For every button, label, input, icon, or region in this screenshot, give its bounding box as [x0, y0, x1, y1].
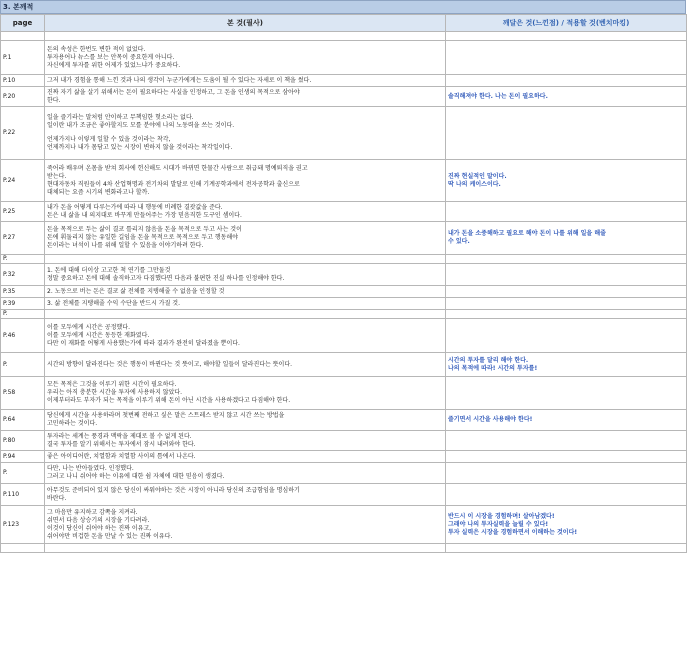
insight-cell[interactable]: [446, 75, 687, 87]
copied-text-line: 1. 돈에 대해 더이상 고고한 척 연기를 그만둘것: [47, 266, 171, 274]
copied-text-cell[interactable]: [45, 32, 446, 41]
copied-text-line: 진짜 자기 삶을 살기 위해서는 돈이 필요하다는 사실을 인정하고, 그 돈을 인생의 목적으로 삼아야: [47, 88, 300, 96]
copied-text-line: 내가 돈을 어떻게 다루는가에 따라 내 행동에 비례한 결괏값을 준다.: [47, 203, 223, 211]
header-insights: 깨달은 것(느낀점) / 적용할 것(벤치마킹): [446, 15, 687, 32]
copied-text-cell[interactable]: [45, 222, 446, 255]
page-cell[interactable]: P.110: [1, 484, 45, 506]
table-row[interactable]: [1, 484, 687, 506]
copied-text-cell[interactable]: [45, 353, 446, 377]
copied-text-line: 돈이라는 녀석이 나를 위해 일할 수 있음을 이야기하려 한다.: [47, 242, 204, 249]
copied-text-cell[interactable]: [45, 463, 446, 484]
copied-text-cell[interactable]: [45, 264, 446, 286]
insight-cell[interactable]: [446, 41, 687, 75]
table-row[interactable]: [1, 298, 687, 310]
insight-text-line: 나의 목적에 따라! 시간의 투자를!: [448, 364, 538, 372]
insight-text-line: 수 있다.: [448, 238, 470, 245]
header-page: page: [1, 15, 45, 32]
page-cell[interactable]: P.58: [1, 377, 45, 410]
copied-text-line: 2. 노동으로 버는 돈은 결코 삶 전체를 지탱해줄 수 없음을 인정할 것: [47, 287, 225, 295]
insight-text-line: 그래야 나의 투자실력을 늘릴 수 있다!: [448, 520, 549, 528]
insight-text-line: 내가 돈을 소중해하고 필요로 해야 돈이 나를 위해 일을 해줄: [448, 230, 606, 237]
insight-cell[interactable]: [446, 463, 687, 484]
copied-text-line: 돈은 내 삶을 내 의지대로 바꾸게 만들어주는 가장 믿음직한 도구인 셈이다.: [47, 211, 242, 219]
copied-text-cell[interactable]: [45, 506, 446, 544]
copied-text-cell[interactable]: [45, 75, 446, 87]
table-row[interactable]: [1, 41, 687, 75]
copied-text-cell[interactable]: [45, 431, 446, 451]
copied-text-line: 일이란 내가 조금은 좋아할지도 모를 분야에 나의 노동력을 쓰는 것이다.: [47, 122, 235, 129]
table-header-row: [1, 15, 687, 32]
copied-text-cell[interactable]: [45, 544, 446, 553]
page-cell[interactable]: P.123: [1, 506, 45, 544]
copied-text-line: 3. 삶 전체를 지탱해줄 수익 수단을 반드시 가질 것.: [47, 299, 181, 307]
copied-text-cell[interactable]: [45, 484, 446, 506]
copied-text-cell[interactable]: [45, 286, 446, 298]
copied-text-line: 일을 즐기라는 말처럼 안이하고 무책임한 헛소리는 없다.: [47, 114, 194, 121]
copied-text-line: 대체되는 요즘 시기의 변화라고나 할까.: [47, 188, 150, 196]
copied-text-cell[interactable]: [45, 298, 446, 310]
copied-text-line: 그저 내가 경험을 통해 느낀 것과 나의 생각이 누군가에게는 도움이 될 수 있다는 자세로 이 책을 썼다.: [47, 76, 312, 84]
page-cell[interactable]: P.10: [1, 75, 45, 87]
insight-text-line: 솔직해져야 한다. 나는 돈이 필요하다.: [448, 92, 548, 100]
copied-text-line: 이것이 당신이 쉬어야 하는 진짜 이유고,: [47, 524, 152, 532]
page-cell[interactable]: P.: [1, 353, 45, 377]
insight-cell[interactable]: [446, 353, 687, 377]
page-cell[interactable]: P.39: [1, 298, 45, 310]
copied-text-line: 우리는 아직 충분한 시간을 투자에 사용하지 않았다.: [47, 389, 183, 396]
table-row[interactable]: [1, 87, 687, 107]
table-row[interactable]: [1, 310, 687, 319]
insight-cell[interactable]: [446, 160, 687, 202]
page-cell[interactable]: P.: [1, 255, 45, 264]
insight-cell[interactable]: [446, 506, 687, 544]
table-row[interactable]: [1, 377, 687, 410]
page-cell[interactable]: P.35: [1, 286, 45, 298]
page-cell[interactable]: [1, 32, 45, 41]
insight-cell[interactable]: [446, 222, 687, 255]
table-row[interactable]: [1, 451, 687, 463]
copied-text-line: 한다.: [47, 96, 61, 104]
copied-text-cell[interactable]: [45, 41, 446, 75]
insight-cell[interactable]: [446, 107, 687, 160]
insight-cell[interactable]: [446, 377, 687, 410]
copied-text-cell[interactable]: [45, 310, 446, 319]
table-row[interactable]: [1, 202, 687, 222]
copied-text-cell[interactable]: [45, 255, 446, 264]
copied-text-line: 다만, 나는 반아들였다. 인정했다.: [47, 465, 134, 472]
insight-cell[interactable]: [446, 484, 687, 506]
page-cell[interactable]: P.94: [1, 451, 45, 463]
table-row[interactable]: [1, 544, 687, 553]
copied-text-cell[interactable]: [45, 410, 446, 431]
insight-cell[interactable]: [446, 87, 687, 107]
copied-text-line: 고민하라는 것이다.: [47, 420, 98, 427]
copied-text-line: 받는다.: [47, 172, 67, 180]
copied-text-line: 그러고 나니 쉬어야 하는 이유에 대한 쉼 자체에 대한 믿음이 생겼다.: [47, 473, 225, 480]
copied-text-line: 쉬어야만 비겁한 돈을 만날 수 있는 진짜 이유다.: [47, 532, 173, 540]
insight-text-line: 시간의 투자를 달리 해야 한다.: [448, 356, 529, 364]
insight-cell[interactable]: [446, 319, 687, 353]
insight-text-line: 즐기면서 시간을 사용해야 한다!: [448, 416, 533, 423]
table-row[interactable]: [1, 255, 687, 264]
copied-text-cell[interactable]: [45, 319, 446, 353]
table-row[interactable]: [1, 160, 687, 202]
copied-text-line: 죽어라 배우며 온몸을 받쳐 회사에 헌신해도 시대가 바뀌면 한물간 사람으로 취급돼 명예퇴직을 권고: [47, 164, 308, 172]
copied-text-line: 투자라는 세계는 풍경과 맥락을 제대로 볼 수 없게 된다.: [47, 432, 192, 440]
copied-text-line: 모든 목적은 그것을 이루기 위한 시간이 필요하다.: [47, 381, 177, 388]
insight-cell[interactable]: [446, 298, 687, 310]
insight-cell[interactable]: [446, 32, 687, 41]
copied-text-line: 돈에 휘둘리지 않는 유일한 길임을 돈을 목적으로 목적으로 두고 행동해야: [47, 234, 239, 241]
copied-text-line: 이제부터라도 부자가 되는 목적을 이루기 위해 돈이 아닌 시간을 사용하겠다고 다짐해야 한다.: [47, 397, 291, 404]
copied-text-line: 아무것도 준비되어 있지 않은 당신이 싸워야하는 것은 시장이 아니라 당신의 조급함임을 명심하기: [47, 486, 300, 494]
section-title: 3. 본깨적: [0, 0, 686, 14]
page-cell[interactable]: P.32: [1, 264, 45, 286]
table-row[interactable]: [1, 410, 687, 431]
copied-text-line: 바란다.: [47, 494, 67, 502]
table-row[interactable]: [1, 353, 687, 377]
copied-text-line: 당신에게 시간을 사용하라며 첫번째 전하고 싶은 말은 스트레스 받지 않고 시간 쓰는 방법을: [47, 412, 285, 419]
copied-text-line: 언제가지나 이렇게 일할 수 있을 것이라는 착각,: [47, 136, 171, 143]
page-cell[interactable]: P.80: [1, 431, 45, 451]
header-copied: 본 것(필사): [45, 15, 446, 32]
copied-text-line: 현대자동차 직원들이 4차 산업혁명과 전기차의 발달로 인해 기계공학과에서 전자공학과 출신으로: [47, 180, 300, 188]
insight-cell[interactable]: [446, 310, 687, 319]
insight-text-line: 투자 실력은 시장을 경험하면서 이해하는 것이다!: [448, 528, 578, 536]
copied-text-line: 그 마음만 유지하고 감쪽을 지켜라.: [47, 508, 138, 516]
copied-text-line: 이를 모두에게 시간은 동등한 재화였다.: [47, 331, 150, 339]
page-cell[interactable]: P.20: [1, 87, 45, 107]
insight-cell[interactable]: [446, 286, 687, 298]
copied-text-line: 시간의 방향이 달라진다는 것은 행동이 바뀐다는 것 뜻이고, 해야할 일들이 달라진다는 뜻이다.: [47, 360, 293, 368]
copied-text-line: 이를 모두에게 시간은 공정했다.: [47, 323, 130, 331]
insight-cell[interactable]: [446, 255, 687, 264]
table-row[interactable]: [1, 463, 687, 484]
copied-text-line: 돈을 목적으로 두는 삶이 결코 틀리지 않음을 돈을 목적으로 두고 사는 것이: [47, 226, 242, 233]
page-cell[interactable]: [1, 544, 45, 553]
insight-text-line: 반드시 이 시장을 경험하며! 살아남겠다!: [448, 512, 555, 520]
page-cell[interactable]: P.24: [1, 160, 45, 202]
table-body: [1, 32, 687, 553]
insight-text-line: 딱 나의 케이스이다.: [448, 180, 501, 188]
table-row[interactable]: [1, 431, 687, 451]
notes-table: [0, 14, 687, 553]
table-row[interactable]: [1, 286, 687, 298]
page-cell[interactable]: P.46: [1, 319, 45, 353]
insight-cell[interactable]: [446, 264, 687, 286]
copied-text-line: 다만 이 재화를 어떻게 사용했는가에 따라 결과가 완전히 달라졌을 뿐이다.: [47, 339, 240, 347]
page-cell[interactable]: P.: [1, 463, 45, 484]
copied-text-line: 정말 중요하고 돈에 대해 솔직하고자 다짐했다면 다음과 불편한 진실 하나를 인정해야 한다.: [47, 274, 285, 282]
copied-text-cell[interactable]: [45, 202, 446, 222]
insight-cell[interactable]: [446, 431, 687, 451]
page-cell[interactable]: P.27: [1, 222, 45, 255]
copied-text-line: 투자용어나 뉴스를 보는 안목이 중요한게 아니다.: [47, 53, 175, 61]
copied-text-line: 결국 투자를 알기 위해서는 투자에서 잠시 내려와야 한다.: [47, 440, 196, 448]
table-row[interactable]: [1, 222, 687, 255]
copied-text-line: 돈의 속성은 한번도 변한 적이 없었다.: [47, 45, 146, 53]
insight-cell[interactable]: [446, 410, 687, 431]
copied-text-line: 자신에게 투자를 위한 어제가 있었느냐가 중요하다.: [47, 61, 181, 69]
copied-text-cell[interactable]: [45, 377, 446, 410]
copied-text-cell[interactable]: [45, 107, 446, 160]
table-row[interactable]: [1, 75, 687, 87]
table-row[interactable]: [1, 506, 687, 544]
copied-text-cell[interactable]: [45, 87, 446, 107]
insight-cell[interactable]: [446, 202, 687, 222]
page-cell[interactable]: P.25: [1, 202, 45, 222]
table-row[interactable]: [1, 32, 687, 41]
insight-text-line: 진짜 현실적인 말이다.: [448, 172, 507, 180]
table-row[interactable]: [1, 264, 687, 286]
page-cell[interactable]: P.: [1, 310, 45, 319]
insight-cell[interactable]: [446, 451, 687, 463]
insight-cell[interactable]: [446, 544, 687, 553]
table-row[interactable]: [1, 107, 687, 160]
copied-text-line: 좋은 아이디어란, 치열함과 치열함 사이의 틈에서 나온다.: [47, 452, 196, 460]
copied-text-line: 언제까지나 내가 몸담고 있는 시장이 변하지 않을 것이라는 착각일이다.: [47, 144, 233, 151]
page-cell[interactable]: P.22: [1, 107, 45, 160]
copied-text-cell[interactable]: [45, 160, 446, 202]
table-row[interactable]: [1, 319, 687, 353]
page-cell[interactable]: P.64: [1, 410, 45, 431]
copied-text-cell[interactable]: [45, 451, 446, 463]
copied-text-line: 쉬면서 다음 상승기의 시장을 기다려라.: [47, 516, 150, 524]
page-cell[interactable]: P.1: [1, 41, 45, 75]
